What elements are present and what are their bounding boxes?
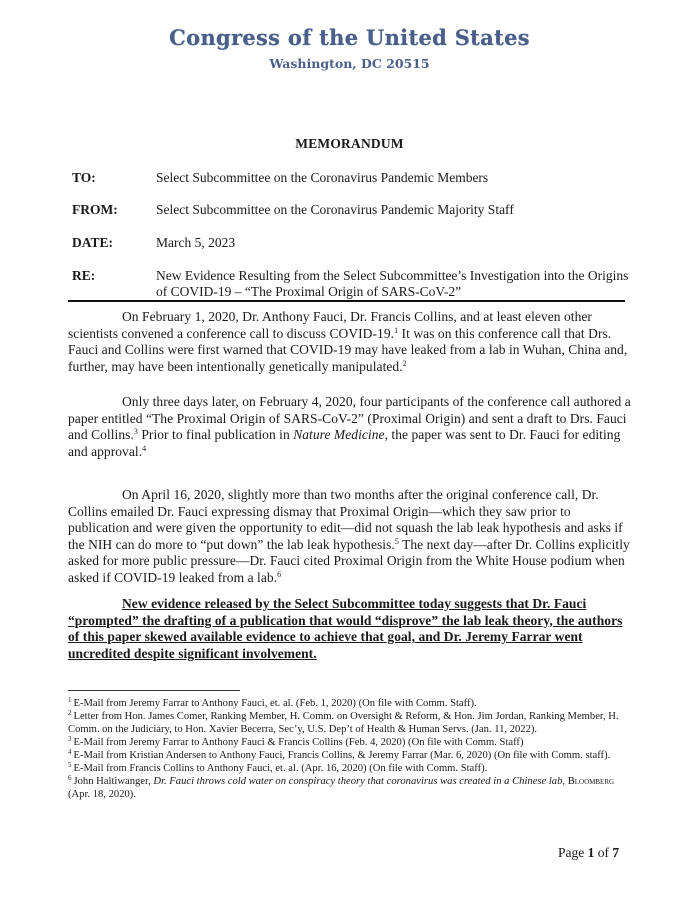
header-divider	[68, 300, 625, 302]
footnote-ref-4[interactable]: 4	[142, 443, 147, 453]
page-total: 7	[612, 845, 620, 860]
footnotes	[68, 697, 633, 801]
footnote-2	[68, 710, 633, 736]
paragraph-2	[68, 394, 633, 460]
footnote-separator-text: ,	[562, 776, 568, 787]
footnote-1	[68, 697, 633, 710]
footnote-text: E-Mail from Jeremy Farrar to Anthony Fauci, et. al. (Feb. 1, 2020) (On file with Comm. Staff).	[73, 698, 477, 709]
memo-from-label: FROM:	[72, 202, 118, 217]
memo-re-label: RE:	[72, 268, 96, 283]
page-current: 1	[587, 845, 595, 860]
footnote-ref-5[interactable]: 5	[394, 536, 399, 546]
footnote-separator	[68, 690, 240, 691]
memo-date-row	[72, 235, 632, 251]
letterhead-title: Congress of the United States	[169, 25, 530, 50]
footnote-6	[68, 775, 633, 801]
footnote-5	[68, 762, 633, 775]
footnote-number: 1	[68, 696, 72, 704]
memo-re-row	[72, 268, 632, 300]
paragraph-2-text-b: Prior to final publication in	[137, 427, 294, 442]
memo-to-label: TO:	[72, 170, 96, 185]
letterhead-address: Washington, DC 20515	[269, 56, 430, 71]
footnote-date: (Apr. 18, 2020).	[68, 789, 136, 800]
memo-from-row	[72, 202, 632, 218]
paragraph-2-text-c: , the paper was sent to Dr. Fauci for editing and approval.	[68, 427, 621, 459]
footnote-ref-2[interactable]: 2	[402, 358, 407, 368]
memo-title: MEMORANDUM	[295, 136, 404, 151]
footnote-text: E-Mail from Jeremy Farrar to Anthony Fauci & Francis Collins (Feb. 4, 2020) (On file with Comm. Staff)	[73, 737, 524, 748]
page-prefix: Page	[558, 845, 588, 860]
paragraph-3-text-a: On April 16, 2020, slightly more than two months after the original conference call, Dr. Collins emailed Dr. Fauci expressing dismay that Proximal Origin—which they saw prior to publication and were given the opportunity to edit—did not squash the lab leak hypothesis and asks if the NIH can do more to “put down” the lab leak hypothesis.	[68, 487, 623, 552]
footnote-text: E-Mail from Kristian Andersen to Anthony Fauci, Francis Collins, & Jeremy Farrar (Mar. 6, 2020) (On file with Comm. staff).	[73, 750, 611, 761]
footnote-text: Letter from Hon. James Comer, Ranking Member, H. Comm. on Oversight & Reform, & Hon. Jim Jordan, Ranking Member, H. Comm. on the Judiciary, to Hon. Xavier Becerra, Sec’y, U.S. Dep’t of Health & Human Servs. (Jan. 11, 2022).	[68, 711, 619, 735]
footnote-author: John Haltiwanger,	[73, 776, 154, 787]
paragraph-3-text-b: The next day—after Dr. Collins explicitly asked for more public pressure—Dr. Fauci cited Proximal Origin from the White House podium when asked if COVID-19 leaked from a lab.	[68, 536, 630, 585]
letterhead	[0, 26, 699, 72]
paragraph-1	[68, 309, 633, 375]
footnote-source: Bloomberg	[567, 776, 615, 787]
memo-from-value: Select Subcommittee on the Coronavirus Pandemic Majority Staff	[156, 202, 514, 217]
paragraph-2-text-a: Only three days later, on February 4, 2020, four participants of the conference call authored a paper entitled “The Proximal Origin of SARS-CoV-2” (Proximal Origin) and sent a draft to Drs. Fauci and Collins.	[68, 394, 631, 442]
memo-re-value: New Evidence Resulting from the Select Subcommittee’s Investigation into the Origins of COVID-19 – “The Proximal Origin of SARS-CoV-2”	[156, 268, 629, 299]
page-of: of	[594, 845, 613, 860]
memo-date-value: March 5, 2023	[156, 235, 236, 250]
footnote-article-title: Dr. Fauci throws cold water on conspiracy theory that coronavirus was created in a Chinese lab	[153, 776, 563, 787]
footnote-ref-6[interactable]: 6	[277, 569, 282, 579]
memo-to-value: Select Subcommittee on the Coronavirus Pandemic Members	[156, 170, 489, 185]
footnote-text: E-Mail from Francis Collins to Anthony Fauci, et. al. (Apr. 16, 2020) (On file with Comm. Staff).	[73, 763, 488, 774]
footnote-number: 2	[68, 709, 72, 717]
footnote-ref-1[interactable]: 1	[394, 325, 399, 335]
footnote-number: 6	[68, 774, 72, 782]
memo-date-label: DATE:	[72, 235, 114, 250]
footnote-3	[68, 736, 633, 749]
journal-name: Nature Medicine	[293, 427, 385, 442]
footnote-number: 5	[68, 761, 72, 769]
key-finding-paragraph: New evidence released by the Select Subcommittee today suggests that Dr. Fauci “prompted” the drafting of a publication that would “disprove” the lab leak theory, the authors of this paper skewed available evidence to achieve that goal, and Dr. Jeremy Farrar went uncredited despite significant involvement.	[68, 596, 623, 661]
footnote-number: 4	[68, 748, 72, 756]
footnote-number: 3	[68, 735, 72, 743]
page-number	[558, 845, 619, 861]
footnote-4	[68, 749, 633, 762]
footnote-ref-3[interactable]: 3	[133, 427, 138, 436]
paragraph-3	[68, 487, 633, 586]
paragraph-1-text-a: On February 1, 2020, Dr. Anthony Fauci, Dr. Francis Collins, and at least eleven other scientists convened a conference call to discuss COVID-19.	[68, 309, 592, 341]
paragraph-1-text-b: It was on this conference call that Drs. Fauci and Collins were first warned that COVID-19 may have leaked from a lab in Wuhan, China and, further, may have been intentionally genetically manipulated.	[68, 325, 628, 374]
memo-to-row	[72, 170, 632, 186]
